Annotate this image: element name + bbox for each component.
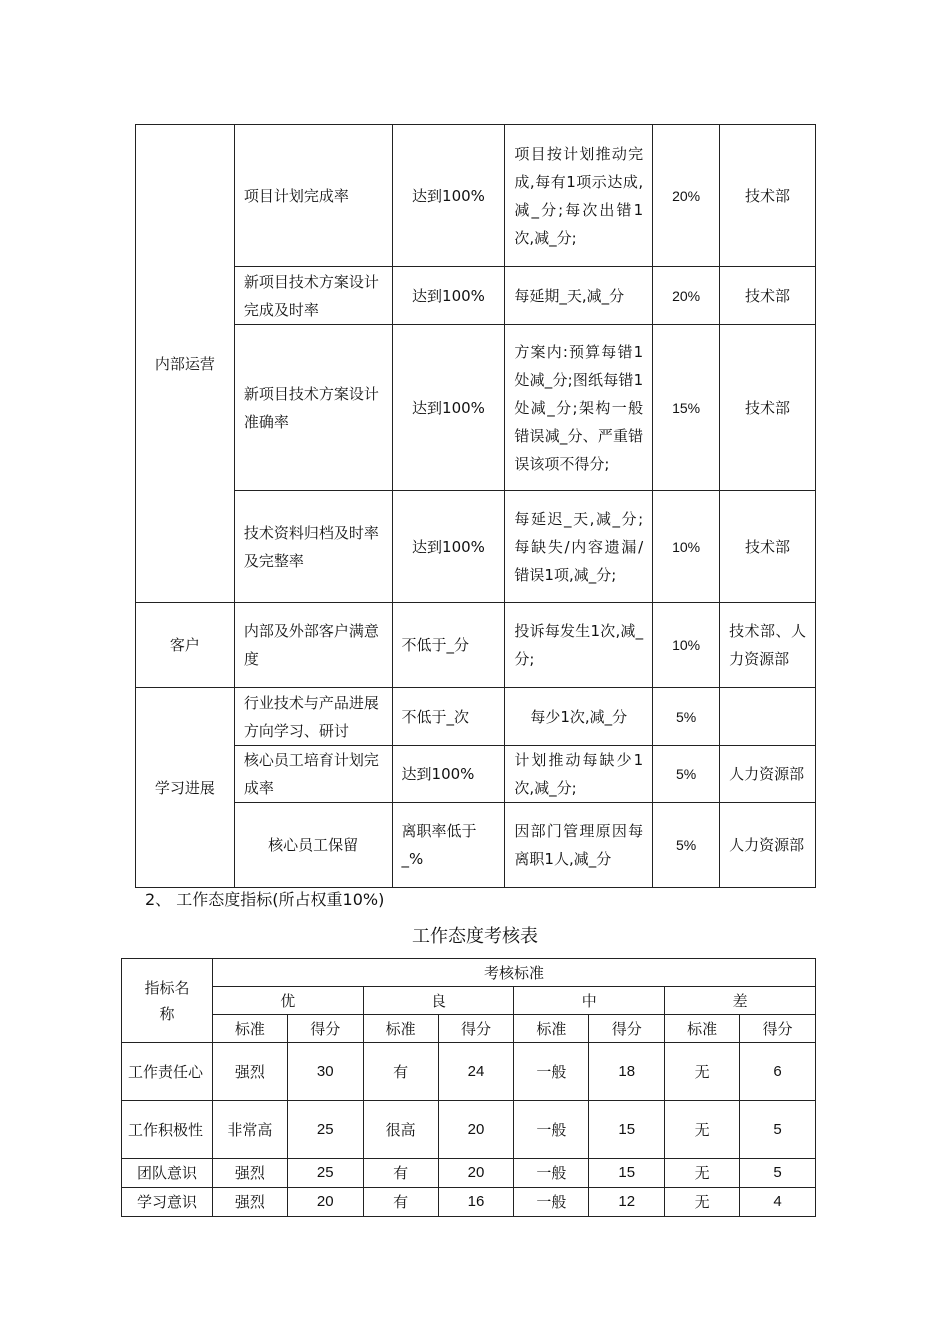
weight-cell: 5% — [653, 803, 720, 888]
table-row — [122, 1101, 816, 1159]
standard-cell: 强烈 — [212, 1159, 287, 1188]
dept-cell: 技术部、人力资源部 — [720, 603, 816, 688]
sub-standard-cell: 标准 — [665, 1015, 740, 1043]
score-cell: 5 — [740, 1101, 816, 1159]
standard-cell: 一般 — [514, 1188, 589, 1217]
sub-score-cell: 得分 — [287, 1015, 363, 1043]
standard-cell: 很高 — [363, 1101, 438, 1159]
indicator-cell: 新项目技术方案设计完成及时率 — [234, 267, 392, 325]
standard-cell: 无 — [665, 1188, 740, 1217]
level-cell: 中 — [514, 987, 665, 1015]
standard-cell: 一般 — [514, 1101, 589, 1159]
score-cell: 20 — [287, 1188, 363, 1217]
indicator-cell: 新项目技术方案设计准确率 — [234, 325, 392, 491]
sub-standard-cell: 标准 — [212, 1015, 287, 1043]
table-title: 工作态度考核表 — [412, 926, 538, 947]
sub-standard-cell: 标准 — [363, 1015, 438, 1043]
dept-cell: 人力资源部 — [720, 803, 816, 888]
category-cell: 内部运营 — [136, 125, 235, 603]
score-cell: 15 — [589, 1101, 665, 1159]
subheader-row — [122, 1015, 816, 1043]
table-row — [122, 1188, 816, 1217]
sub-standard-cell: 标准 — [514, 1015, 589, 1043]
rule-cell: 投诉每发生1次,减_分; — [505, 603, 653, 688]
dept-cell: 人力资源部 — [720, 746, 816, 803]
target-cell: 不低于_分 — [392, 603, 505, 688]
dept-cell: 技术部 — [720, 267, 816, 325]
sub-score-cell: 得分 — [438, 1015, 514, 1043]
table-row — [136, 803, 816, 888]
rule-cell: 计划推动每缺少1次,减_分; — [505, 746, 653, 803]
dept-cell — [720, 688, 816, 746]
rule-cell: 每少1次,减_分 — [505, 688, 653, 746]
rule-cell: 方案内:预算每错1处减_分;图纸每错1处减_分;架构一般错误减_分、严重错误该项不得分; — [505, 325, 653, 491]
rule-cell: 因部门管理原因每离职1人,减_分 — [505, 803, 653, 888]
rule-cell: 每延迟_天,减_分;每缺失/内容遗漏/错误1项,减_分; — [505, 491, 653, 603]
dept-cell: 技术部 — [720, 325, 816, 491]
score-cell: 15 — [589, 1159, 665, 1188]
indicator-cell: 内部及外部客户满意度 — [234, 603, 392, 688]
target-cell: 不低于_次 — [392, 688, 505, 746]
header-name-cell: 指标名称 — [122, 959, 213, 1043]
standard-cell: 一般 — [514, 1043, 589, 1101]
standard-cell: 有 — [363, 1043, 438, 1101]
category-cell: 客户 — [136, 603, 235, 688]
header-standard-cell: 考核标准 — [212, 959, 815, 987]
weight-cell: 15% — [653, 325, 720, 491]
sub-score-cell: 得分 — [740, 1015, 816, 1043]
score-cell: 5 — [740, 1159, 816, 1188]
score-cell: 12 — [589, 1188, 665, 1217]
score-cell: 24 — [438, 1043, 514, 1101]
standard-cell: 有 — [363, 1159, 438, 1188]
rule-cell: 项目按计划推动完成,每有1项示达成,减_分;每次出错1次,减_分; — [505, 125, 653, 267]
table-row — [136, 267, 816, 325]
row-name-cell: 工作积极性 — [122, 1101, 213, 1159]
table-row — [136, 603, 816, 688]
row-name-cell: 学习意识 — [122, 1188, 213, 1217]
score-cell: 20 — [438, 1159, 514, 1188]
weight-cell: 20% — [653, 267, 720, 325]
level-cell: 差 — [665, 987, 816, 1015]
category-cell: 学习进展 — [136, 688, 235, 888]
header-row — [122, 959, 816, 987]
table-row — [136, 125, 816, 267]
kpi-table — [135, 124, 816, 888]
target-cell: 达到100% — [392, 746, 505, 803]
table-row — [122, 1043, 816, 1101]
level-cell: 良 — [363, 987, 514, 1015]
table-row — [136, 746, 816, 803]
dept-cell: 技术部 — [720, 491, 816, 603]
target-cell: 达到100% — [392, 491, 505, 603]
score-cell: 18 — [589, 1043, 665, 1101]
score-cell: 6 — [740, 1043, 816, 1101]
level-row — [122, 987, 816, 1015]
target-cell: 离职率低于_% — [392, 803, 505, 888]
standard-cell: 强烈 — [212, 1188, 287, 1217]
rule-cell: 每延期_天,减_分 — [505, 267, 653, 325]
score-cell: 20 — [438, 1101, 514, 1159]
standard-cell: 非常高 — [212, 1101, 287, 1159]
weight-cell: 5% — [653, 688, 720, 746]
table-row — [136, 688, 816, 746]
score-cell: 4 — [740, 1188, 816, 1217]
indicator-cell: 核心员工保留 — [234, 803, 392, 888]
score-cell: 16 — [438, 1188, 514, 1217]
indicator-cell: 项目计划完成率 — [234, 125, 392, 267]
indicator-cell: 核心员工培育计划完成率 — [234, 746, 392, 803]
weight-cell: 5% — [653, 746, 720, 803]
score-cell: 25 — [287, 1101, 363, 1159]
dept-cell: 技术部 — [720, 125, 816, 267]
standard-cell: 无 — [665, 1101, 740, 1159]
standard-cell: 无 — [665, 1159, 740, 1188]
indicator-cell: 行业技术与产品进展方向学习、研讨 — [234, 688, 392, 746]
attitude-table — [121, 958, 816, 1217]
target-cell: 达到100% — [392, 267, 505, 325]
row-name-cell: 工作责任心 — [122, 1043, 213, 1101]
standard-cell: 强烈 — [212, 1043, 287, 1101]
table-row — [136, 491, 816, 603]
indicator-cell: 技术资料归档及时率及完整率 — [234, 491, 392, 603]
weight-cell: 10% — [653, 603, 720, 688]
standard-cell: 一般 — [514, 1159, 589, 1188]
weight-cell: 20% — [653, 125, 720, 267]
section-heading: 2、 工作态度指标(所占权重10%) — [145, 890, 385, 909]
target-cell: 达到100% — [392, 325, 505, 491]
table-row — [136, 325, 816, 491]
standard-cell: 无 — [665, 1043, 740, 1101]
standard-cell: 有 — [363, 1188, 438, 1217]
score-cell: 25 — [287, 1159, 363, 1188]
target-cell: 达到100% — [392, 125, 505, 267]
score-cell: 30 — [287, 1043, 363, 1101]
level-cell: 优 — [212, 987, 363, 1015]
sub-score-cell: 得分 — [589, 1015, 665, 1043]
table-row — [122, 1159, 816, 1188]
row-name-cell: 团队意识 — [122, 1159, 213, 1188]
weight-cell: 10% — [653, 491, 720, 603]
